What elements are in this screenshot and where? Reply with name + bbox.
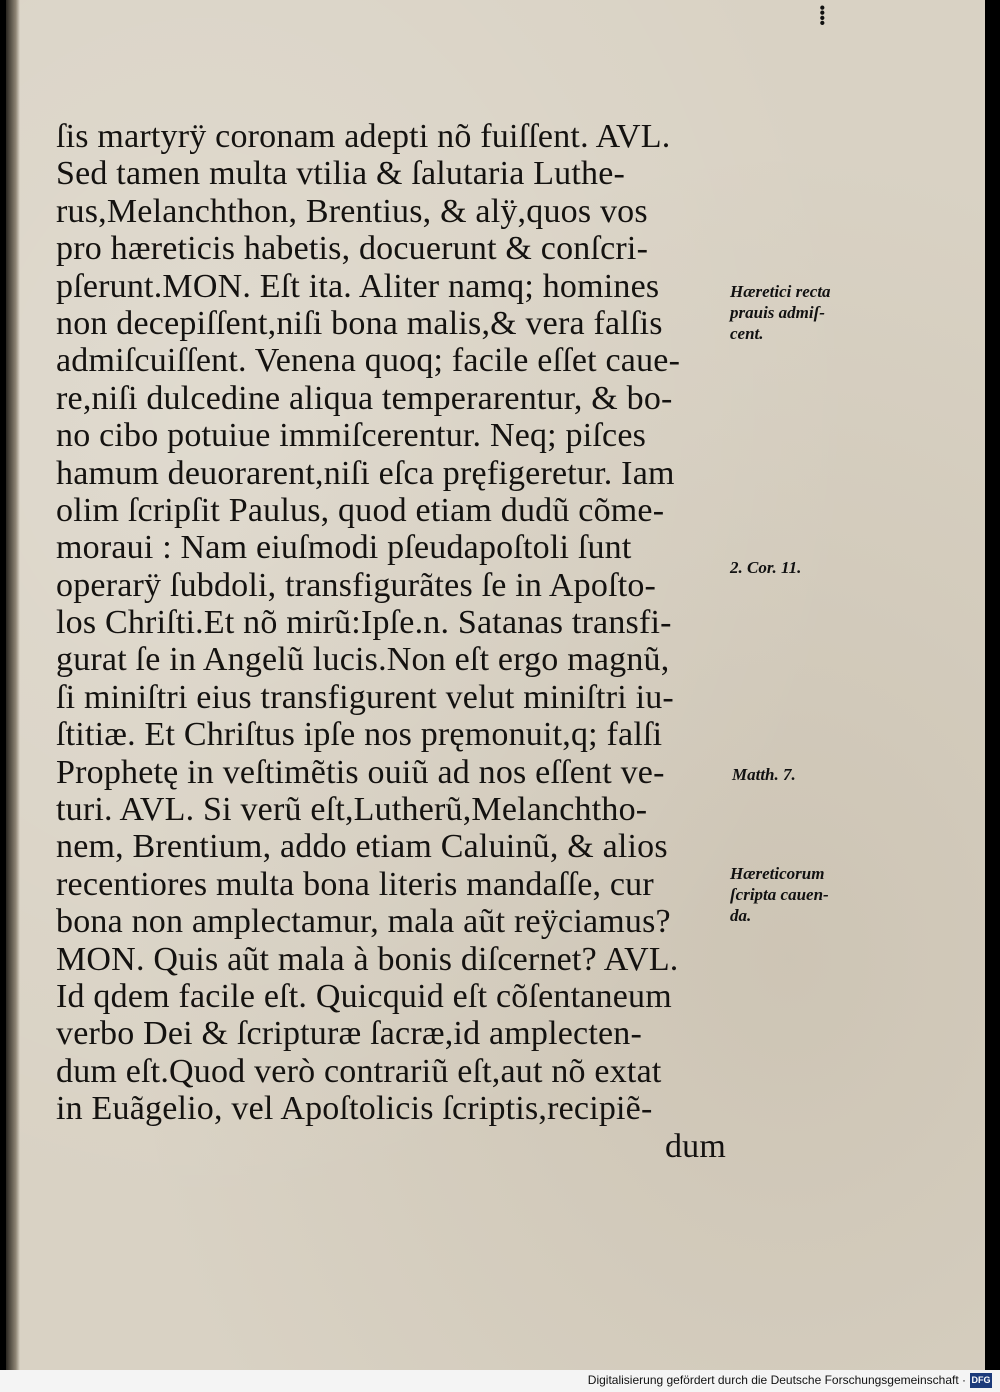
margin-note-matth <box>732 764 796 785</box>
footer-bar <box>0 1370 1000 1392</box>
text-line: Id qdem facile eſt. Quicquid eſt cõſentaneum <box>56 977 672 1015</box>
margin-note-line: Hæretici recta <box>730 282 831 301</box>
text-line: los Chriſti.Et nõ mirũ:Ipſe.n. Satanas transfi- <box>56 604 672 642</box>
text-line: rus,Melanchthon, Brentius, & alÿ,quos vos <box>56 192 648 230</box>
margin-note-heretics-mix <box>730 281 831 344</box>
text-line: re,niſi dulcedine aliqua temperarentur, & bo- <box>56 379 673 417</box>
text-line: pſerunt.MON. Eſt ita. Aliter namq; homines <box>56 267 660 305</box>
text-line: gurat ſe in Angelũ lucis.Non eſt ergo magnũ, <box>56 641 670 679</box>
text-line: dum eſt.Quod verò contrariũ eſt,aut nõ extat <box>56 1052 662 1090</box>
text-line: nem, Brentium, addo etiam Caluinũ, & alios <box>56 828 668 866</box>
text-line: ſis martyrÿ coronam adepti nõ fuiſſent. AVL. <box>56 118 671 155</box>
footer-credit: Digitalisierung gefördert durch die Deutsche Forschungsgemeinschaft · <box>587 1373 966 1387</box>
text-line: recentiores multa bona literis mandaſſe, cur <box>56 865 654 903</box>
margin-note-line: cent. <box>730 324 764 343</box>
page-binding-edge <box>6 0 20 1370</box>
margin-note-line: da. <box>730 906 752 925</box>
margin-note-line: Hæreticorum <box>730 864 825 883</box>
dfg-logo-icon: DFG <box>970 1373 992 1388</box>
margin-note-line: 2. Cor. 11. <box>730 558 802 577</box>
text-line: no cibo potuiue immiſcerentur. Neq; piſces <box>56 417 647 455</box>
text-line: in Euãgelio, vel Apoſtolicis ſcriptis,recipiẽ- <box>56 1090 653 1128</box>
text-line: moraui : Nam eiuſmodi pſeudapoſtoli ſunt <box>56 529 632 567</box>
text-line: bona non amplectamur, mala aũt reÿciamus? <box>56 903 671 941</box>
margin-note-2-cor <box>730 557 801 578</box>
text-line: turi. AVL. Si verũ eſt,Lutherũ,Melanchtho- <box>56 791 648 829</box>
text-line: admiſcuiſſent. Venena quoq; facile eſſet caue- <box>56 342 681 380</box>
text-line: ſtitiæ. Et Chriſtus ipſe nos pręmonuit,q; falſi <box>56 716 663 754</box>
page-corner-marks: ⁞ <box>818 1 827 31</box>
text-line: Prophetę in veſtimẽtis ouiũ ad nos eſſent ve- <box>56 753 665 791</box>
margin-note-line: prauis admiſ- <box>730 303 825 322</box>
text-line: Sed tamen multa vtilia & ſalutaria Luthe- <box>56 155 626 193</box>
catchword: dum <box>664 1127 726 1165</box>
margin-note-line: ſcripta cauen- <box>730 885 829 904</box>
text-line: olim ſcripſit Paulus, quod etiam dudũ cõme- <box>56 491 665 529</box>
text-line: MON. Quis aũt mala à bonis diſcernet? AVL. <box>56 940 679 978</box>
text-line: verbo Dei & ſcripturæ ſacræ,id amplecten- <box>56 1015 643 1053</box>
margin-note-line: Matth. 7. <box>732 765 796 784</box>
text-line: pro hæreticis habetis, docuerunt & conſcri- <box>56 230 649 268</box>
text-line: hamum deuorarent,niſi eſca pręfigeretur. Iam <box>56 454 675 492</box>
margin-note-heretics-writings <box>730 863 829 926</box>
text-line: ſi miniſtri eius transfigurent velut miniſtri iu- <box>56 678 674 716</box>
text-line: non decepiſſent,niſi bona malis,& vera falſis <box>56 304 663 342</box>
text-line: operarÿ ſubdoli, transfigurãtes ſe in Apoſto- <box>56 566 657 604</box>
main-text-block <box>56 118 726 1165</box>
